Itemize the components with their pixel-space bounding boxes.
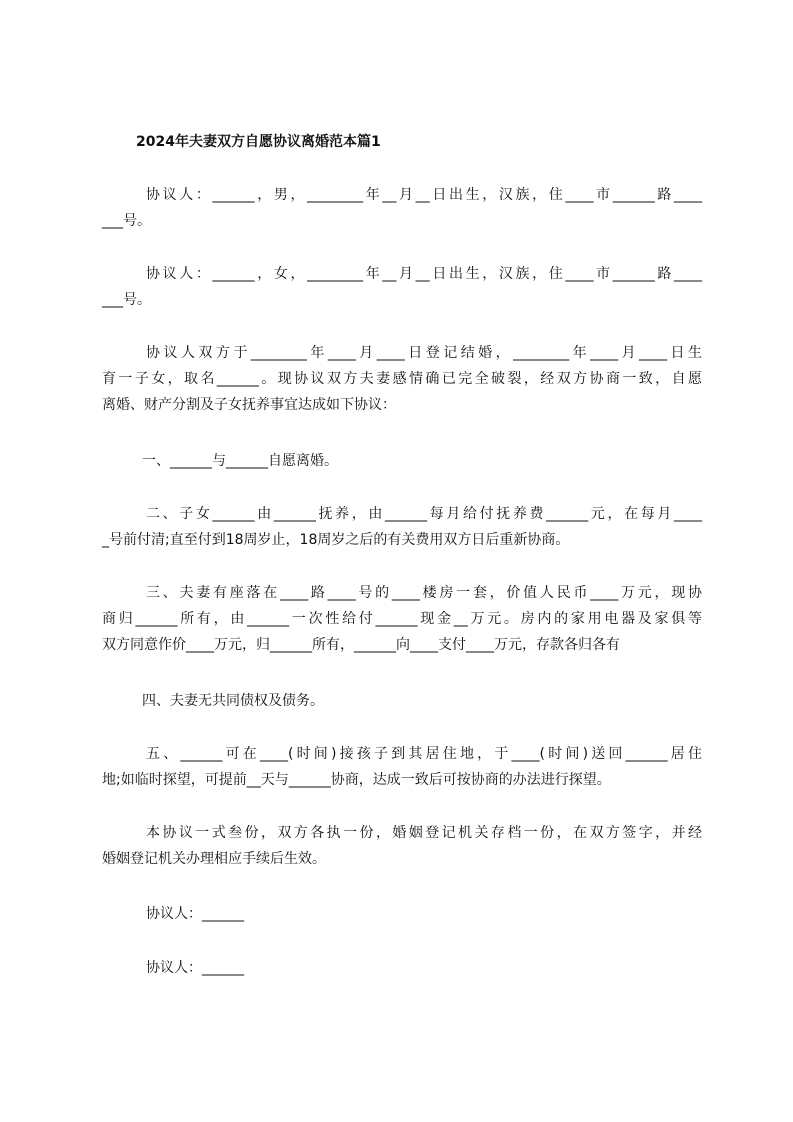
paragraph-line: 育一子女，取名______。现协议双方夫妻感情确已完全破裂，经双方协商一致，自愿 <box>102 371 702 387</box>
paragraph-closing <box>102 820 702 872</box>
clause-four <box>102 688 702 714</box>
clause-two <box>102 501 702 553</box>
paragraph-line: 双方同意作价____万元，归______所有，______向____支付____万元，存款各归各有 <box>102 637 620 653</box>
paragraph-marriage-info <box>102 340 702 418</box>
document-title: 2024年夫妻双方自愿协议离婚范本篇1 <box>136 134 381 150</box>
paragraph-party-male <box>102 182 702 234</box>
paragraph-line: ___号。 <box>102 292 151 308</box>
clause-five <box>102 741 702 793</box>
paragraph-line: _号前付清;直至付到18周岁止，18周岁之后的有关费用双方日后重新协商。 <box>102 532 570 548</box>
paragraph-line: 协议人：______，男，________年__月__日出生，汉族，住____市______路____ <box>146 187 702 203</box>
paragraph-line: ___号。 <box>102 213 151 229</box>
paragraph-line: 商归______所有，由______一次性给付______现金__万元。房内的家用电器及家俱等 <box>102 611 702 627</box>
signature-line: 协议人：______ <box>146 906 244 922</box>
paragraph-line: 地;如临时探望，可提前__天与______协商，达成一致后可按协商的办法进行探望。 <box>102 772 611 788</box>
paragraph-line: 二、子女______由______抚养，由______每月给付抚养费______元，在每月____ <box>146 506 702 522</box>
paragraph-line: 协议人双方于________年____月____日登记结婚，________年____月____日生 <box>146 345 702 361</box>
clause-one <box>102 448 702 474</box>
paragraph-party-female <box>102 261 702 313</box>
paragraph-line: 三、夫妻有座落在____路____号的____楼房一套，价值人民币____万元，现协 <box>146 585 702 601</box>
paragraph-line: 一、______与______自愿离婚。 <box>142 453 338 469</box>
paragraph-line: 婚姻登记机关办理相应手续后生效。 <box>102 851 326 867</box>
paragraph-line: 五、______可在____(时间)接孩子到其居住地，于____(时间)送回______居住 <box>146 746 702 762</box>
paragraph-line: 协议人：______，女，________年__月__日出生，汉族，住____市______路____ <box>146 266 702 282</box>
paragraph-line: 四、夫妻无共同债权及债务。 <box>142 693 324 709</box>
clause-three <box>102 580 702 658</box>
paragraph-line: 本协议一式叁份，双方各执一份，婚姻登记机关存档一份，在双方签字，并经 <box>146 825 702 841</box>
paragraph-line: 离婚、财产分割及子女抚养事宜达成如下协议： <box>102 397 396 413</box>
signature-line: 协议人：______ <box>146 960 244 976</box>
